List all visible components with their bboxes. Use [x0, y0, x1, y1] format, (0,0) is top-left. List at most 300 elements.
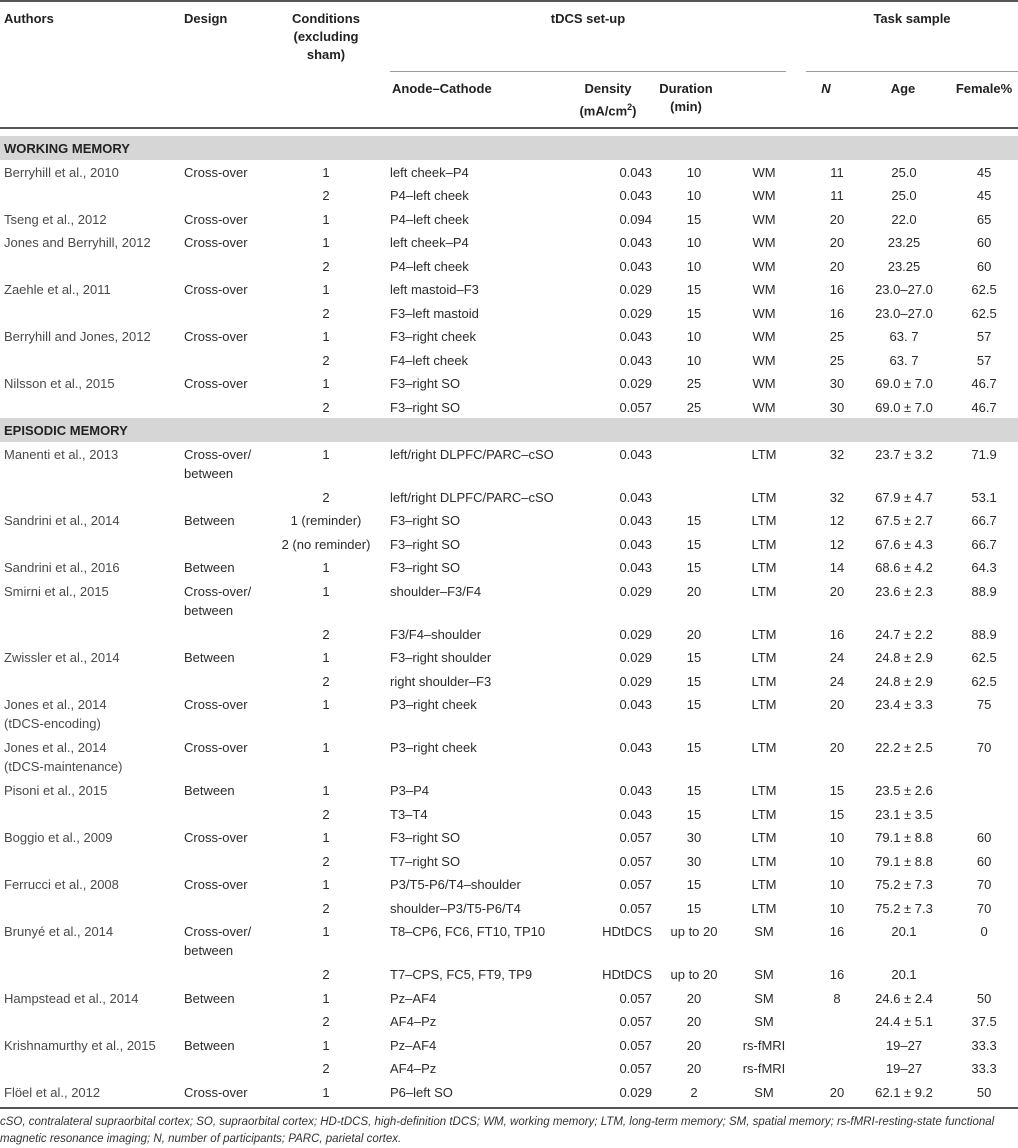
table-row [0, 1080, 1018, 1104]
cell-anode-cathode-text: Pz–AF4 [390, 1037, 437, 1053]
cell-anode-cathode [390, 645, 570, 669]
cell-spacer [796, 825, 816, 849]
cell-condition [276, 371, 376, 395]
cell-density-text: 0.057 [619, 1037, 652, 1053]
cell-design [180, 579, 276, 622]
cell-condition [276, 207, 376, 231]
cell-condition-text: 1 [322, 830, 330, 845]
cell-n-text: 10 [829, 830, 845, 845]
cell-author [0, 645, 180, 669]
cell-design-line-2: between [184, 943, 234, 958]
cell-n [816, 669, 858, 693]
cell-female-text: 50 [976, 990, 992, 1006]
cell-spacer [376, 778, 390, 802]
cell-anode-cathode [390, 1056, 570, 1080]
cell-n [816, 919, 858, 962]
cell-female-text: 50 [976, 1084, 992, 1100]
cell-task [732, 348, 796, 372]
cell-duration-text: 25 [686, 376, 702, 391]
cell-n [816, 277, 858, 301]
cell-spacer [376, 849, 390, 873]
table-row [0, 485, 1018, 509]
cell-spacer [796, 395, 816, 419]
cell-task-text: rs-fMRI [742, 1037, 786, 1053]
cell-design-text: Cross-over [184, 830, 248, 845]
cell-anode-cathode [390, 301, 570, 325]
cell-density [570, 371, 656, 395]
cell-age [858, 301, 950, 325]
table-row [0, 669, 1018, 693]
cell-density-text: 0.043 [619, 235, 652, 250]
cell-design-text: Cross-over [184, 211, 248, 227]
cell-n-text: 16 [829, 626, 845, 642]
cell-age-text: 69.0 ± 7.0 [875, 399, 933, 415]
cell-condition-text: 1 [322, 446, 330, 462]
cell-density-text: 0.043 [619, 446, 652, 462]
cell-age-text: 75.2 ± 7.3 [875, 900, 933, 916]
cell-task [732, 986, 796, 1010]
cell-condition-text: 1 [322, 583, 330, 599]
density-unit-exponent: 2 [627, 102, 633, 112]
cell-task-text: SM [754, 990, 774, 1006]
cell-spacer [376, 371, 390, 395]
cell-n [816, 207, 858, 231]
col-header-task-sample: Task sample [873, 11, 951, 26]
cell-condition [276, 802, 376, 826]
cell-condition [276, 986, 376, 1010]
cell-n [816, 348, 858, 372]
cell-n-text: 10 [829, 877, 845, 892]
cell-density-text: 0.029 [619, 650, 652, 665]
cell-age [858, 207, 950, 231]
table-row [0, 254, 1018, 278]
cell-spacer [376, 277, 390, 301]
cell-design-text: Between [184, 990, 235, 1006]
cell-n [816, 872, 858, 896]
cell-duration-text: 25 [686, 399, 702, 415]
cell-age-text: 63. 7 [889, 329, 919, 344]
cell-age-text: 23.4 ± 3.3 [875, 697, 933, 712]
cell-task-text: LTM [751, 650, 777, 665]
cell-female [950, 896, 1018, 920]
task-subheader-rule [806, 71, 1018, 72]
cell-age [858, 1009, 950, 1033]
cell-design [180, 622, 276, 646]
cell-author-text: Zaehle et al., 2011 [4, 282, 111, 297]
cell-task [732, 207, 796, 231]
cell-n [816, 825, 858, 849]
cell-n-text: 11 [830, 164, 844, 180]
cell-author-text: Berryhill and Jones, 2012 [4, 329, 151, 344]
cell-n [816, 301, 858, 325]
cell-condition [276, 160, 376, 184]
cell-age-text: 22.2 ± 2.5 [875, 740, 933, 755]
cell-density [570, 230, 656, 254]
table-row [0, 579, 1018, 622]
cell-anode-cathode [390, 207, 570, 231]
cell-n [816, 962, 858, 986]
cell-author-text: Pisoni et al., 2015 [4, 783, 108, 798]
cell-n-text: 32 [829, 446, 845, 462]
cell-design [180, 348, 276, 372]
cell-age [858, 371, 950, 395]
cell-design [180, 1056, 276, 1080]
cell-condition-text: 1 [322, 990, 330, 1006]
cell-n-text: 24 [829, 650, 845, 665]
cell-design-text: Cross-over/ [184, 924, 252, 939]
cell-n-text: 15 [829, 783, 845, 798]
cell-duration [656, 872, 732, 896]
cell-n [816, 849, 858, 873]
cell-age [858, 324, 950, 348]
cell-female [950, 778, 1018, 802]
table-row [0, 645, 1018, 669]
cell-female [950, 645, 1018, 669]
cell-duration [656, 645, 732, 669]
cell-female [950, 1009, 1018, 1033]
cell-spacer [376, 395, 390, 419]
cell-spacer [376, 160, 390, 184]
cell-design-text: Cross-over [184, 697, 248, 712]
cell-density-text: HDtDCS [602, 967, 652, 982]
cell-density-text: 0.057 [619, 853, 652, 869]
cell-anode-cathode-text: P6–left SO [390, 1084, 453, 1100]
cell-spacer [796, 254, 816, 278]
cell-anode-cathode [390, 579, 570, 622]
cell-duration [656, 442, 732, 485]
table-row [0, 301, 1018, 325]
cell-anode-cathode [390, 277, 570, 301]
col-header-authors: Authors [4, 11, 54, 26]
cell-design-text: Cross-over/ [184, 583, 252, 599]
cell-density-text: 0.043 [619, 329, 652, 344]
cell-spacer [376, 645, 390, 669]
table-row [0, 442, 1018, 485]
cell-duration-text: 10 [686, 188, 702, 203]
cell-anode-cathode [390, 508, 570, 532]
table-row [0, 962, 1018, 986]
cell-design-line-2: between [184, 465, 234, 481]
cell-age [858, 485, 950, 509]
cell-condition-text: 2 [322, 352, 330, 368]
cell-design-text: Cross-over [184, 329, 248, 344]
cell-density [570, 1009, 656, 1033]
cell-n [816, 1009, 858, 1033]
cell-n [816, 622, 858, 646]
cell-female-text: 33.3 [971, 1061, 997, 1076]
cell-author-text: Berryhill et al., 2010 [4, 164, 119, 180]
cell-condition [276, 896, 376, 920]
cell-age [858, 735, 950, 778]
cell-female [950, 485, 1018, 509]
cell-duration [656, 207, 732, 231]
cell-anode-cathode-text: P4–left cheek [390, 258, 469, 274]
cell-female [950, 183, 1018, 207]
cell-condition [276, 301, 376, 325]
cell-n [816, 645, 858, 669]
table-row [0, 778, 1018, 802]
cell-density-text: 0.029 [619, 1084, 652, 1100]
cell-spacer [796, 986, 816, 1010]
cell-density [570, 1080, 656, 1104]
cell-task-text: LTM [751, 877, 777, 892]
cell-spacer [376, 532, 390, 556]
cell-design-text: Between [184, 560, 235, 575]
cell-task [732, 778, 796, 802]
cell-duration-text: up to 20 [670, 967, 718, 982]
cell-duration [656, 919, 732, 962]
cell-duration-text: 15 [686, 900, 702, 916]
cell-female-text: 70 [976, 877, 992, 892]
table-row [0, 555, 1018, 579]
cell-age [858, 669, 950, 693]
cell-n [816, 324, 858, 348]
cell-task [732, 183, 796, 207]
cell-density-text: 0.094 [619, 211, 652, 227]
section-title: EPISODIC MEMORY [0, 418, 1018, 442]
cell-condition-text: 1 [322, 329, 330, 344]
cell-density-text: 0.043 [619, 560, 652, 575]
cell-female [950, 919, 1018, 962]
cell-design [180, 254, 276, 278]
cell-female-text: 45 [976, 164, 992, 180]
cell-age [858, 160, 950, 184]
cell-anode-cathode [390, 1033, 570, 1057]
cell-n [816, 1033, 858, 1057]
cell-n-text: 20 [829, 697, 845, 712]
cell-spacer [796, 348, 816, 372]
cell-age-text: 24.6 ± 2.4 [875, 990, 933, 1006]
cell-density [570, 348, 656, 372]
cell-author-text: Manenti et al., 2013 [4, 446, 119, 462]
cell-author [0, 896, 180, 920]
cell-design-text: Between [184, 650, 235, 665]
cell-duration [656, 532, 732, 556]
cell-age-text: 75.2 ± 7.3 [875, 877, 933, 892]
cell-density [570, 324, 656, 348]
cell-anode-cathode [390, 622, 570, 646]
cell-condition [276, 919, 376, 962]
table-row [0, 348, 1018, 372]
cell-condition [276, 442, 376, 485]
cell-author [0, 254, 180, 278]
cell-duration [656, 692, 732, 735]
cell-age-text: 25.0 [891, 188, 917, 203]
cell-age-text: 79.1 ± 8.8 [875, 830, 933, 845]
cell-design [180, 1080, 276, 1104]
cell-density [570, 735, 656, 778]
cell-spacer [376, 324, 390, 348]
cell-anode-cathode [390, 735, 570, 778]
cell-task [732, 669, 796, 693]
cell-author [0, 692, 180, 735]
cell-anode-cathode-text: F3–right SO [390, 513, 461, 528]
table-row [0, 230, 1018, 254]
cell-author [0, 778, 180, 802]
cell-density [570, 160, 656, 184]
cell-author [0, 183, 180, 207]
cell-duration-text: 30 [686, 853, 702, 869]
cell-author-text: Ferrucci et al., 2008 [4, 877, 119, 892]
cell-author [0, 1009, 180, 1033]
cell-spacer [376, 919, 390, 962]
cell-age [858, 1056, 950, 1080]
cell-n-text: 30 [829, 376, 845, 391]
col-header-conditions [276, 10, 376, 64]
cell-spacer [796, 207, 816, 231]
cell-task-text: LTM [751, 446, 777, 462]
cell-spacer [376, 485, 390, 509]
cell-spacer [376, 669, 390, 693]
cell-duration [656, 1080, 732, 1104]
cell-n [816, 371, 858, 395]
cell-age-text: 22.0 [891, 211, 917, 227]
cell-n [816, 160, 858, 184]
cell-spacer [796, 532, 816, 556]
cell-n-text: 20 [829, 235, 845, 250]
cell-female-text: 66.7 [971, 513, 997, 528]
cell-spacer [376, 1080, 390, 1104]
cell-duration-text: 10 [686, 258, 702, 274]
cell-design [180, 485, 276, 509]
cell-age [858, 555, 950, 579]
cell-duration-text: 15 [686, 305, 702, 321]
cell-duration-text: 15 [686, 697, 702, 712]
cell-n-text: 25 [829, 329, 845, 344]
cell-spacer [796, 485, 816, 509]
cell-spacer [376, 442, 390, 485]
cell-duration-text: 10 [686, 352, 702, 368]
cell-author-text: Krishnamurthy et al., 2015 [4, 1037, 156, 1053]
cell-density-text: 0.057 [619, 830, 652, 845]
cell-spacer [796, 579, 816, 622]
table-row [0, 849, 1018, 873]
cell-duration [656, 778, 732, 802]
cell-anode-cathode [390, 778, 570, 802]
cell-condition-text: 1 [322, 164, 330, 180]
cell-task-text: WM [752, 282, 776, 297]
cell-n-text: 20 [829, 740, 845, 755]
cell-age [858, 395, 950, 419]
cell-task [732, 872, 796, 896]
cell-n [816, 395, 858, 419]
cell-spacer [796, 1009, 816, 1033]
cell-design [180, 230, 276, 254]
cell-female [950, 735, 1018, 778]
cell-n-text: 16 [829, 282, 845, 297]
cell-anode-cathode-text: P3–right cheek [390, 740, 477, 755]
cell-design [180, 183, 276, 207]
cell-age-text: 62.1 ± 9.2 [875, 1084, 933, 1100]
cell-density-text: 0.057 [619, 900, 652, 916]
cell-spacer [376, 555, 390, 579]
cell-anode-cathode [390, 919, 570, 962]
cell-condition [276, 962, 376, 986]
table-row [0, 207, 1018, 231]
cell-condition [276, 735, 376, 778]
table-row [0, 919, 1018, 962]
cell-spacer [796, 1080, 816, 1104]
conditions-line-3: sham) [306, 47, 346, 62]
cell-anode-cathode [390, 348, 570, 372]
cell-density [570, 919, 656, 962]
cell-task [732, 849, 796, 873]
cell-female-text: 65 [976, 211, 992, 227]
cell-female [950, 849, 1018, 873]
cell-female-text: 62.5 [971, 650, 997, 665]
duration-unit: (min) [670, 99, 702, 114]
cell-task [732, 442, 796, 485]
cell-anode-cathode [390, 485, 570, 509]
cell-condition [276, 645, 376, 669]
cell-task [732, 532, 796, 556]
cell-anode-cathode [390, 872, 570, 896]
cell-female-text: 66.7 [971, 536, 997, 552]
cell-task-text: WM [752, 305, 776, 321]
cell-anode-cathode-text: P3–right cheek [390, 697, 477, 712]
cell-age [858, 277, 950, 301]
table-row [0, 508, 1018, 532]
cell-spacer [796, 230, 816, 254]
cell-n [816, 1080, 858, 1104]
cell-spacer [376, 254, 390, 278]
cell-duration-text: 15 [686, 877, 702, 892]
bottom-rule [0, 1107, 1018, 1109]
cell-condition [276, 825, 376, 849]
header-bottom-rule [0, 127, 1018, 129]
cell-task [732, 802, 796, 826]
table-footnote: cSO, contralateral supraorbital cortex; SO, supraorbital cortex; HD-tDCS, high-definition tDCS; WM, working memory; LTM, long-term memory; SM, spatial memory; rs-fMRI-resting-state functional magnetic resonance imaging; N, number of participants; PARC, parietal cortex. [0, 1116, 995, 1145]
cell-age-text: 20.1 [891, 967, 917, 982]
cell-anode-cathode-text: F3–right SO [390, 536, 461, 552]
cell-spacer [376, 508, 390, 532]
cell-n [816, 183, 858, 207]
cell-spacer [796, 962, 816, 986]
cell-spacer [796, 442, 816, 485]
cell-density [570, 555, 656, 579]
col-header-density [570, 80, 646, 120]
cell-density-text: 0.057 [619, 399, 652, 415]
table-row [0, 1009, 1018, 1033]
table-row [0, 277, 1018, 301]
cell-task [732, 825, 796, 849]
cell-age-text: 23.5 ± 2.6 [875, 783, 933, 798]
cell-anode-cathode [390, 849, 570, 873]
cell-female-text: 60 [976, 235, 992, 250]
cell-spacer [376, 1033, 390, 1057]
cell-condition-text: 2 [322, 673, 330, 689]
cell-design [180, 160, 276, 184]
cell-n-text: 16 [829, 924, 845, 939]
cell-density [570, 254, 656, 278]
cell-n-text: 20 [829, 258, 845, 274]
cell-female [950, 825, 1018, 849]
cell-n-text: 12 [829, 536, 845, 552]
cell-author [0, 962, 180, 986]
cell-female-text: 0 [980, 924, 988, 939]
cell-density-text: 0.043 [619, 806, 652, 822]
cell-anode-cathode-text: F3–right SO [390, 399, 461, 415]
cell-spacer [376, 825, 390, 849]
cell-author-text: Hampstead et al., 2014 [4, 990, 139, 1006]
cell-task [732, 371, 796, 395]
cell-task-text: WM [752, 164, 776, 180]
cell-spacer [796, 645, 816, 669]
cell-spacer [796, 324, 816, 348]
cell-task [732, 301, 796, 325]
cell-female-text: 46.7 [971, 376, 997, 391]
cell-anode-cathode-text: F3–left mastoid [390, 305, 479, 321]
